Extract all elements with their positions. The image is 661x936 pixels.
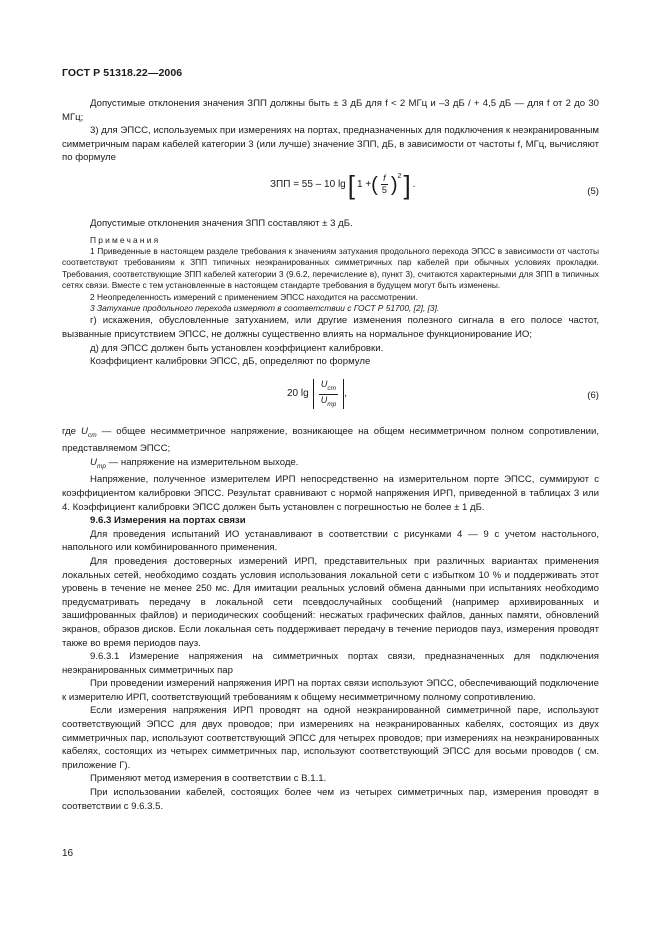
note-1: 1 Приведенные в настоящем разделе требования к значениям затухания продольного перехода ЭПСС в зависимости от частоты соответствуют требованиям к ЗПП типичных неэкранированных симметричных пар кабелей при обычных условиях прокладки. Требования, соответствующие ЗПП кабелей категории 3 (9.6.2, перечисление в), пункт 3), считаются характерными для ЗПП в типичных сетях связи. Вместе с тем установленные в настоящем стандарте требования в будущем могут быть изменены. bbox=[62, 245, 599, 291]
formula-5-one-plus: 1 + bbox=[356, 179, 372, 191]
bracket-close: ] bbox=[403, 169, 411, 200]
paragraph: Применяют метод измерения в соответствии с В.1.1. bbox=[90, 773, 327, 785]
paragraph: При проведении измерений напряжения ИРП на портах связи используют ЭПСС, обеспечивающий подключение к измерителю ИРП, соответствующий требованиям к общему несимметричному полному сопротивлению. bbox=[62, 678, 599, 703]
section-heading: 9.6.3 Измерения на портах связи bbox=[90, 515, 246, 527]
absolute-value bbox=[313, 379, 345, 410]
paren-open: ( bbox=[371, 173, 378, 196]
paragraph: Если измерения напряжения ИРП проводят на одной неэкранированной симметричной паре, используют соответствующий ЭПСС для двух проводов; при измерениях на неэкранированных кабелях, состоящих из двух симметричных пар, используют соответствующий ЭПСС для четырех проводов; при измерениях на неэкранированных кабелях, состоящих из четырех симметричных пар, используют соответствующий ЭПСС для восьми проводов ( см. приложение Г). bbox=[62, 705, 599, 771]
fraction-denominator: $U_{mp}$ bbox=[320, 394, 337, 408]
formula-5-power: 2 bbox=[397, 173, 402, 181]
formula-6: 20 lg $\frac{U_{cm}}{U_{mp}}$ , (6) bbox=[287, 378, 599, 408]
paragraph: $U_{mp}$ — напряжение на измерительном выходе. bbox=[90, 456, 299, 470]
fraction-numerator: $U_{cm}$ bbox=[319, 379, 338, 395]
paragraph: Напряжение, полученное измерителем ИРП непосредственно на измерительном порте ЭПСС, суммируют с коэффициентом калибровки ЭПСС. Результат сравнивают с нормой напряжения ИРП, приведенной в таблицах 3 или 4. Коэффициент калибровки ЭПСС должен быть установлен с погрешностью не более ± 1 дБ. bbox=[62, 474, 599, 513]
formula-5-lhs: ЗПП = 55 – 10 lg bbox=[270, 179, 346, 191]
page-body bbox=[62, 97, 599, 813]
paragraph: При использовании кабелей, состоящих более чем из четырех симметричных пар, измерения проводят в соответствии с 9.6.3.5. bbox=[62, 787, 599, 812]
formula-6-prefix: 20 lg bbox=[287, 388, 309, 400]
standard-header: ГОСТ Р 51318.22—2006 bbox=[62, 67, 183, 79]
paragraph: г) искажения, обусловленные затуханием, или другие изменения полезного сигнала в его полосе частот, вызванные присутствием ЭПСС, не должны существенно влиять на нормальное функционирование ИО; bbox=[62, 315, 599, 340]
equation-number: (5) bbox=[587, 185, 599, 197]
paragraph: Допустимые отклонения значения ЗПП составляют ± 3 дБ. bbox=[90, 217, 353, 229]
fraction-numerator: f bbox=[383, 173, 386, 184]
paragraph: Коэффициент калибровки ЭПСС, дБ, определяют по формуле bbox=[90, 356, 371, 368]
formula-5: ЗПП = 55 – 10 lg [ 1 + ( $\frac{f}{5}$ ) 2 ] . (5) bbox=[270, 169, 599, 200]
paragraph: д) для ЭПСС должен быть установлен коэффициент калибровки. bbox=[90, 342, 384, 354]
note-3: 3 Затухание продольного перехода измеряют в соответствии с ГОСТ Р 51700, [2], [3]. bbox=[90, 303, 440, 313]
formula-5-fraction bbox=[380, 173, 389, 196]
notes-title: Примечания bbox=[90, 234, 161, 245]
subsection-heading: 9.6.3.1 Измерение напряжения на симметричных портах связи, предназначенных для подключения неэкранированных симметричных пар bbox=[62, 651, 599, 676]
paragraph: где $U_{cm}$ — общее несимметричное напряжение, возникающее на общем несимметричном полном сопротивлении, представляемом ЭПСС; bbox=[62, 425, 600, 455]
paragraph: Допустимые отклонения значения ЗПП должны быть ± 3 дБ для f < 2 МГц и –3 дБ / + 4,5 дБ — для f от 2 до 30 МГц; bbox=[62, 98, 599, 123]
bracket-open: [ bbox=[347, 169, 355, 200]
paragraph: Для проведения достоверных измерений ИРП, представительных при различных вариантах применения локальных сетей, необходимо создать условия использования локальной сети с избытком 10 % и поддерживать этот уровень в течение не менее 250 мс. Для имитации реальных условий обмена данными при испытаниях необходимо предусматривать передачу в локальной сети псевдослучайных сообщений (например архивированных и зашифрованных файлов) и периодических сообщений: несжатых графических файлов, данных памяти, обновлений экранов, образов дисков. Если локальная сеть поддерживает передачу в течение периодов пауз, измерения проводят также во время периодов пауз. bbox=[62, 555, 599, 649]
paren-close: ) bbox=[390, 173, 398, 196]
paragraph: 3) для ЭПСС, используемых при измерениях на портах, предназначенных для подключения к неэкранированным симметричным парам кабелей категории 3 (или лучше) значение ЗПП, дБ, в зависимости от частоты f, МГц, вычисляют по формуле bbox=[62, 125, 599, 164]
paragraph: Для проведения испытаний ИО устанавливают в соответствии с рисунками 4 — 9 с учетом настольного, напольного или комбинированного применения. bbox=[62, 528, 599, 554]
equation-number: (6) bbox=[587, 389, 599, 401]
note-2: 2 Неопределенность измерений с применением ЭПСС находится на рассмотрении. bbox=[90, 291, 418, 302]
fraction-denominator: 5 bbox=[381, 185, 387, 196]
page-number: 16 bbox=[62, 848, 74, 859]
